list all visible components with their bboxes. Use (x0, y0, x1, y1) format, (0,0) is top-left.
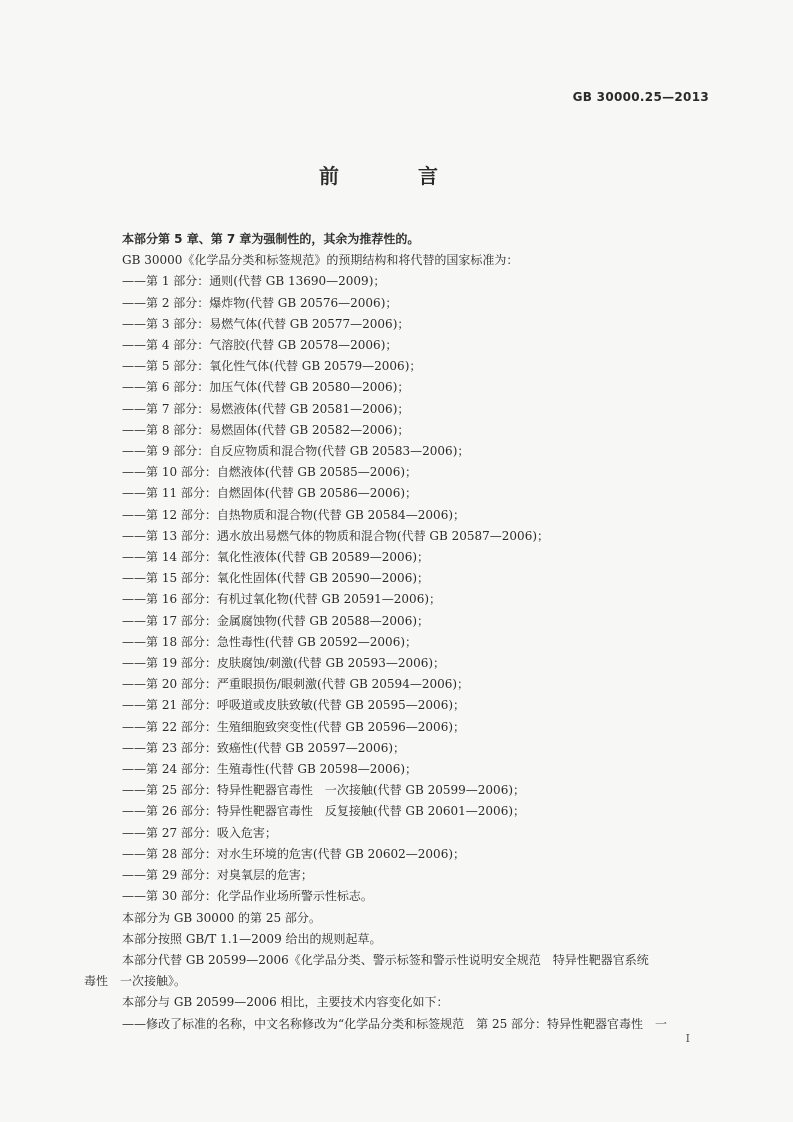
list-item: ——第 28 部分：对水生环境的危害(代替 GB 20602—2006)； (122, 846, 466, 861)
list-item: ——第 7 部分：易燃液体(代替 GB 20581—2006)； (122, 401, 410, 416)
list-item: ——第 16 部分：有机过氧化物(代替 GB 20591—2006)； (122, 592, 442, 607)
list-item: ——第 27 部分：吸入危害； (122, 825, 277, 840)
parts-list (84, 271, 714, 907)
list-item: ——第 17 部分：金属腐蚀物(代替 GB 20588—2006)； (122, 613, 430, 628)
list-item: ——第 24 部分：生殖毒性(代替 GB 20598—2006)； (122, 762, 418, 777)
list-item: ——第 19 部分：皮肤腐蚀/刺激(代替 GB 20593—2006)； (122, 656, 446, 671)
list-item: ——第 18 部分：急性毒性(代替 GB 20592—2006)； (122, 634, 418, 649)
list-item: ——第 23 部分：致癌性(代替 GB 20597—2006)； (122, 740, 406, 755)
list-item: ——第 4 部分：气溶胶(代替 GB 20578—2006)； (122, 338, 398, 353)
standard-code: GB 30000.25—2013 (572, 90, 709, 104)
part-of-statement: 本部分为 GB 30000 的第 25 部分。 (122, 910, 321, 925)
list-item: ——第 14 部分：氧化性液体(代替 GB 20589—2006)； (122, 550, 430, 565)
list-item: ——第 20 部分：严重眼损伤/眼刺激(代替 GB 20594—2006)； (122, 677, 470, 692)
list-item: ——第 2 部分：爆炸物(代替 GB 20576—2006)； (122, 295, 398, 310)
mandatory-statement: 本部分第 5 章、第 7 章为强制性的，其余为推荐性的。 (122, 232, 420, 246)
list-item: ——第 3 部分：易燃气体(代替 GB 20577—2006)； (122, 316, 410, 331)
change-item: ——修改了标准的名称，中文名称修改为“化学品分类和标签规范 第 25 部分：特异性靶器官毒性 一 (122, 1016, 668, 1031)
list-item: ——第 5 部分：氧化性气体(代替 GB 20579—2006)； (122, 359, 422, 374)
list-item: ——第 8 部分：易燃固体(代替 GB 20582—2006)； (122, 422, 410, 437)
page-number: I (685, 1032, 690, 1045)
list-item: ——第 13 部分：遇水放出易燃气体的物质和混合物(代替 GB 20587—2006)； (122, 528, 550, 543)
list-item: ——第 26 部分：特异性靶器官毒性 反复接触(代替 GB 20601—2006)； (122, 804, 526, 819)
list-item: ——第 10 部分：自燃液体(代替 GB 20585—2006)； (122, 465, 418, 480)
list-item: ——第 15 部分：氧化性固体(代替 GB 20590—2006)； (122, 571, 430, 586)
list-item: ——第 21 部分：呼吸道或皮肤致敏(代替 GB 20595—2006)； (122, 698, 466, 713)
changes-statement: 本部分与 GB 20599—2006 相比，主要技术内容变化如下： (122, 995, 449, 1010)
structure-statement: GB 30000《化学品分类和标签规范》的预期结构和将代替的国家标准为： (122, 253, 519, 268)
list-item: ——第 12 部分：自热物质和混合物(代替 GB 20584—2006)； (122, 507, 466, 522)
drafting-statement: 本部分按照 GB/T 1.1—2009 给出的规则起草。 (122, 931, 382, 946)
foreword-body (84, 229, 714, 1035)
list-item: ——第 9 部分：自反应物质和混合物(代替 GB 20583—2006)； (122, 444, 470, 459)
page-title: 前 言 (319, 164, 474, 188)
list-item: ——第 6 部分：加压气体(代替 GB 20580—2006)； (122, 380, 410, 395)
replaces-statement-line2: 毒性 一次接触》。 (84, 974, 187, 989)
list-item: ——第 1 部分：通则(代替 GB 13690—2009)； (122, 274, 386, 289)
list-item: ——第 25 部分：特异性靶器官毒性 一次接触(代替 GB 20599—2006)； (122, 783, 526, 798)
list-item: ——第 11 部分：自燃固体(代替 GB 20586—2006)； (122, 486, 418, 501)
list-item: ——第 30 部分：化学品作业场所警示性标志。 (122, 889, 373, 904)
list-item: ——第 22 部分：生殖细胞致突变性(代替 GB 20596—2006)； (122, 719, 466, 734)
replaces-statement-line1: 本部分代替 GB 20599—2006《化学品分类、警示标签和警示性说明安全规范 特异性靶器官系统 (122, 952, 649, 967)
list-item: ——第 29 部分：对臭氧层的危害； (122, 868, 313, 883)
